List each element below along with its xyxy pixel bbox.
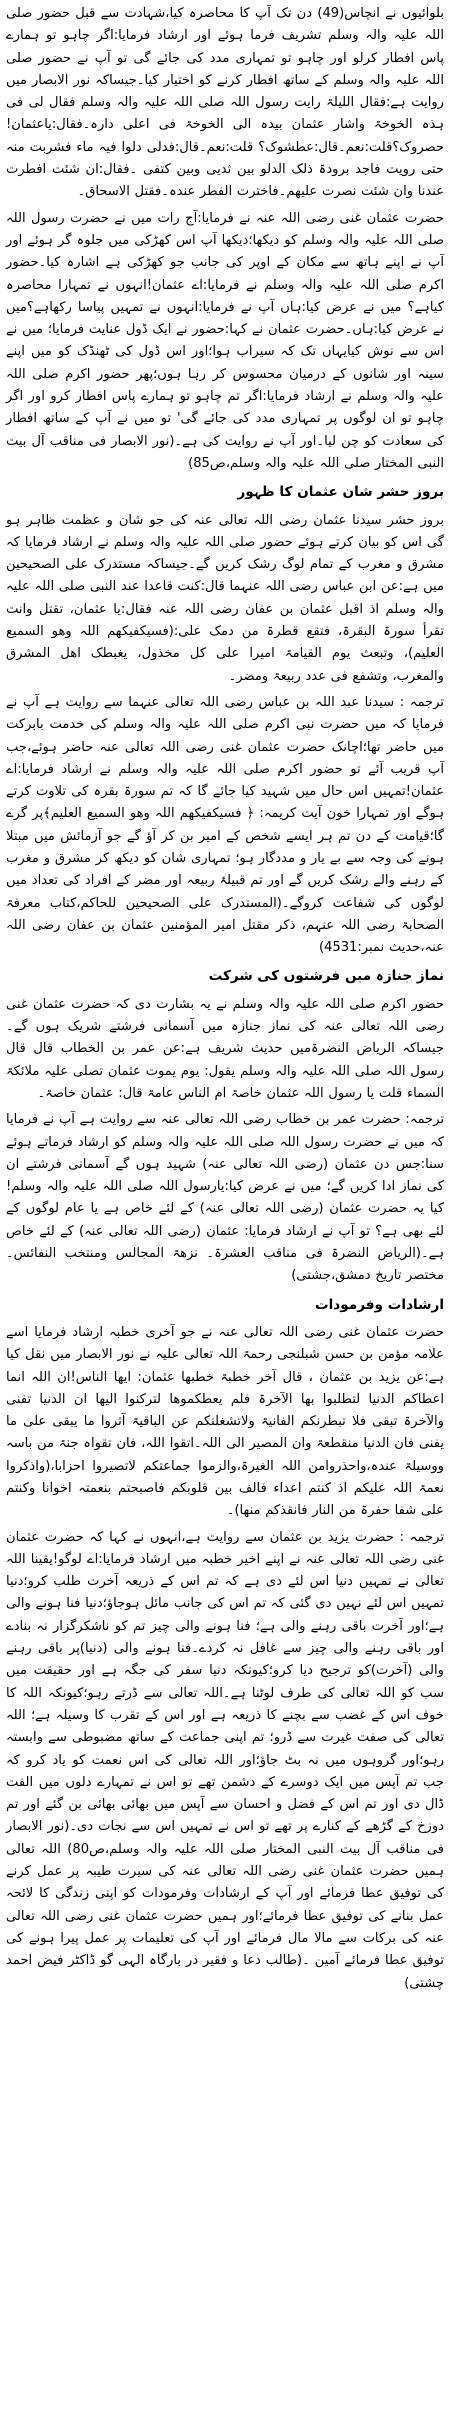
section-heading-janaza: نماز جنازہ میں فرشتوں کی شرکت xyxy=(208,968,444,985)
section-janaza-translation-paragraph: ترجمہ: حضرت عمر بن خطاب رضی اللہ تعالی عنہ سے روایت ہے آپ نے فرمایا کہ میں نے حضرت رسول اللہ صلی اللہ علیہ والہ وسلم کو ارشاد فرماتے ہوئے سنا:جس دن عثمان (رضی اللہ تعالی عنہ) شہید ہوں گے آسمانی فرشتے ان کی نماز ادا کریں گے؛ میں نے عرض کیا:یارسول اللہ صلی اللہ علیہ والہ وسلم!کیا یہ حضرت عثمان (رضی اللہ تعالی عنہ) کے لئے خاص ہے یا عام لوگوں کے لئے بھی ہے؟ تو آپ نے ارشاد فرمایا: عثمان (رضی اللہ تعالی عنہ) کے لئے خاص ہے۔(الریاض النضرۃ فی مناقب العشرۃ۔ نزھۃ المجالس ومنتخب النفائس۔مختصر تاریخ دمشق،جشتی) xyxy=(6,1112,444,1284)
intro-block xyxy=(6,3,444,475)
section-heading-irshadat: ارشادات وفرمودات xyxy=(314,1296,444,1313)
section-janaza xyxy=(6,965,444,1287)
section-janaza-arabic-paragraph: حضور اکرم صلی اللہ علیہ والہ وسلم نے یہ بشارت دی کہ حضرت عثمان غنی رضی اللہ تعالی عنہ کی نماز جنازہ میں آسمانی فرشتے شریک ہوں گے۔جیساکہ الریاض النضرۃمیں حدیث شریف ہے:عن عمر بن الخطاب قال قال رسول اللہ صلی اللہ علیہ والہ وسلم یقول: یوم یموت عثمان تصلی علیہ ملائکۃ السماء قلت یا رسول اللہ عثمان خاصۃ ام الناس عامۃ قال: عثمان خاصۃ۔ xyxy=(6,996,444,1101)
section-hashr-arabic-paragraph: بروز حشر سیدنا عثمان رضی اللہ تعالی عنہ کی جو شان و عظمت ظاہر ہو گی اس کو بیان کرتے ہوئے حضور صلی اللہ علیہ والہ وسلم نے ارشاد فرمایا کہ مشرق و مغرب کے تمام لوگ رشک کریں گے۔جیساکہ مستدرک علی الصحیحین میں ہے:عن ابن عباس رضی اللہ عنہما قال:کنت قاعدا عند النبی صلی اللہ علیہ والہ وسلم اذ اقبل عثمان بن عفان رضی اللہ عنہ فقال:یا عثمان، تقتل وانت تقرأ سورۃ البقرۃ، فتقع قطرۃ من دمک علی:(فسیکفیکھم اللہ وھو السمیع العلیم)، وتبعث یوم القیامۃ امیرا علی کل مخذول، یغبطک اھل المشرق والمغرب، وتشفع فی عدد ربیعۃ ومضر۔ xyxy=(6,512,444,684)
intro-paragraph-siege: بلوائیوں نے انچاس(49) دن تک آپ کا محاصرہ کیا،شہادت سے قبل حضور صلی اللہ علیہ والہ وسلم تشریف فرما ہوئے اور ارشاد فرمایا:اگر چاہو تو ہمارے پاس افطار کرلو اور چاہو تو تمہاری مدد کی جائے گی تو آپ نے حضور صلی اللہ علیہ والہ وسلم کے ساتھ افطار کرنے کو اختیار کیا۔جیساکہ نور الابصار میں روایت ہے:فقال اللیلۃ رایت رسول اللہ صلی اللہ علیہ والہ وسلم فقال لی فی ہذہ الخوخۃ واشار عثمان بیدہ الی الخوخۃ فی اعلی دارہ۔فقال:یاعثمان! حصروک؟قلت:نعم۔قال:عطشوک؟ قلت:نعم۔قال:فدلی دلوا فیہ ماء فشربت منہ حتی رویت فاجد برودۃ ذلک الدلو بین ثدیی وبین کتفی ۔فقال:ان شئت افطرت عندنا وان شئت نصرت علیھم۔فاخترت الفطر عندہ۔فقتل الاسحاق۔ xyxy=(6,6,444,200)
section-irshadat-translation-paragraph: ترجمہ : حضرت یزید بن عثمان سے روایت ہے،انہوں نے کہا کہ حضرت عثمان غنی رضی اللہ تعالی عنہ نے اپنے اخیر خطبہ میں ارشاد فرمایا:اے لوگو!یقینا اللہ تعالی نے تمہیں دنیا اس لئے دی ہے کہ تم اس کے ذریعہ آخرت طلب کرو؛دنیا تمہیں اس لئے نہیں دی گئی کہ تم اس کی جانب مائل ہوجاؤ؛دنیا فنا ہونے والی ہے؛اور آخرت باقی رہنے والی ہے؛ فنا ہونے والی چیز تم کو ناشکرگزار نہ بنادے اور باقی رہنے والی چیز سے غافل نہ کردے۔فنا ہونے والی (دنیا)پر باقی رہنے والی (آخرت)کو ترجیح دیا کرو؛کیونکہ دنیا سفر کی جگہ ہے اور حقیقت میں سب کو اللہ تعالی کی طرف لوٹنا ہے۔اللہ تعالی سے ڈرتے رہو؛کیونکہ اللہ کا خوف اس کے غضب سے بچنے کا ذریعہ ہے اور اس کے تقرب کا وسیلہ ہے؛ اللہ تعالی کی صفت غیرت سے ڈرو؛ تم اپنی جماعت کے ساتھ مضبوطی سے وابستہ رہو؛اور گروہوں میں نہ بٹ جاؤ؛اور اللہ تعالی کی اس نعمت کو یاد کرو کہ جب تم آپس میں ایک دوسرے کے دشمن تھے تو اس نے تمہارے دلوں میں الفت ڈال دی اور تم اس کے فضل و احسان سے آپس میں بھائی بھائی بن گئے اور تم دوزخ کے گڑھے کے کنارے پر تھے تو اس نے تمہیں اس سے نجات دی۔(نور الابصار فی مناقب آل بیت النبی المختار صلی اللہ علیہ والہ وسلم،ص80) اللہ تعالی ہمیں حضرت عثمان غنی رضی اللہ تعالی عنہ کی سیرت طیبہ پر عمل کرنے کی توفیق عطا فرمائے اور آپ کے ارشادات وفرمودات کو اپنی زندگی کا لائحہ عمل بنانے کی توفیق عطا فرمائے؛اور ہمیں حضرت عثمان غنی رضی اللہ تعالی عنہ کی برکات سے مالا مال فرمائے اور آپ کی تعلیمات پر عمل پیرا ہونے کی توفیق عطا فرمائے آمین ۔(طالب دعا و فقیر در بارگاہ الہی گو ڈاکٹر فیض احمد چشتی) xyxy=(6,1529,444,1991)
section-irshadat xyxy=(6,1294,444,1995)
section-heading-hashr: بروز حشر شان عثمان کا ظہور xyxy=(237,484,444,501)
intro-paragraph-translation: حضرت عثمان غنی رضی اللہ عنہ نے فرمایا:آج رات میں نے حضرت رسول اللہ صلی اللہ علیہ والہ وسلم کو دیکھا؛دیکھا آپ اس کھڑکی میں جلوہ گر ہوئے اور آپ نے اپنے ہاتھ سے مکان کے اوپر کی جانب جو کھڑکی ہے اشارہ کیا۔حضور اکرم صلی اللہ علیہ والہ وسلم نے فرمایا:اے عثمان!انہوں نے تمہارا محاصرہ کیاہے؟ میں نے عرض کیا:ہاں آپ نے فرمایا:انہوں نے تمہیں پیاسا رکھاہے؟میں نے عرض کیا:ہاں۔حضرت عثمان نے کہا:حضور نے ایک ڈول عنایت فرمایا؛ میں نے اس سے نوش کیایہاں تک کہ سیراب ہوا؛اور اس ڈول کی ٹھنڈک کو میں اپنے سینہ اور شانوں کے درمیان محسوس کر رہا ہوں؛پھر حضور اکرم صلی اللہ علیہ والہ وسلم نے ارشاد فرمایا:اگر تم چاہو تو ہمارے پاس افطار کرو اور اگر چاہو تو ان لوگوں پر تمہاری مدد کی جائے گی' تو میں نے آپ کے ساتھ افطار کی سعادت کو چن لیا۔اور آپ نے روایت کی ہے۔(نور الابصار فی مناقب آل بیت النبی المختار صلی اللہ علیہ والہ وسلم،ص85) xyxy=(6,210,444,471)
section-irshadat-arabic-paragraph: حضرت عثمان غنی رضی اللہ تعالی عنہ نے جو آخری خطبہ ارشاد فرمایا اسے علامہ مؤمن بن حسن شبلنجی رحمۃ اللہ تعالی علیہ نے نور الابصار میں نقل کیا ہے:عن یزید بن عثمان ، قال آخر خطبۃ خطبھا عثمان: ایھا الناس!ان اللہ انما اعطاکم الدنیا لتطلبوا بھا الآخرۃ فلم یعطکموھا لترکنوا الیھا ان الدنیا تفنی والآخرۃ تبقی فلا تبطرنکم الفانیۃ ولاتشغلنکم عن الباقیۃ آثروا ما یبقی علی ما یفنی فان الدنیا منقطعۃ وان المصیر الی اللہ۔اتقوا اللہ، فان تقواہ جنۃ من باسہ ووسیلۃ عندہ،واحذروامن اللہ الغیرۃ،والزموا جماعتکم لاتصیروا احزابا،(واذکروا نعمۃ اللہ علیکم اذ کنتم اعداء فالف بین قلوبکم فاصبحتم بنعمتہ اخوانا وکنتم علی شفا حفرۃ من النار فانقذکم منھا)۔ xyxy=(6,1324,444,1519)
section-hashr-translation-paragraph: ترجمہ : سیدنا عبد اللہ بن عباس رضی اللہ تعالی عنہما سے روایت ہے آپ نے فرمایا کہ میں حضرت نبی اکرم صلی اللہ علیہ والہ وسلم کی خدمت بابرکت میں حاضر تھا؛اچانک حضرت عثمان غنی رضی اللہ تعالی عنہ حاضر ہوئے،جب آپ قریب آئے تو حضور اکرم صلی اللہ علیہ والہ وسلم نے ارشاد فرمایا:اے عثمان!تمہیں اس حال میں شہید کیا جائے گا کہ تم سورۃ بقرہ کی تلاوت کرتے ہوگے اور تمہارا خون آیت کریمہ: ﴿ فسیکفیکھم اللہ وھو السمیع العلیم﴾پر گرے گا؛قیامت کے دن تم ہر ایسے شخص کے امیر بن کر آؤ گے جو آزمائش میں مبتلا ہونے کی وجہ سے بے یار و مددگار ہو؛ تمہاری شان کو دیکھ کر مشرق و مغرب کے رہنے والے رشک کریں گے اور تم قبیلۂ ربیعہ اور مضر کے افراد کی تعداد میں لوگوں کی شفاعت کروگے۔(المستدرک علی الصحیحین للحاکم،کتاب معرفۃ الصحابۃ رضی اللہ عنہم، ذکر مقتل امیر المؤمنین عثمان بن عفان رضی اللہ عنہ،حدیث نمبر:4531) xyxy=(6,694,444,956)
section-hashr xyxy=(6,481,444,959)
